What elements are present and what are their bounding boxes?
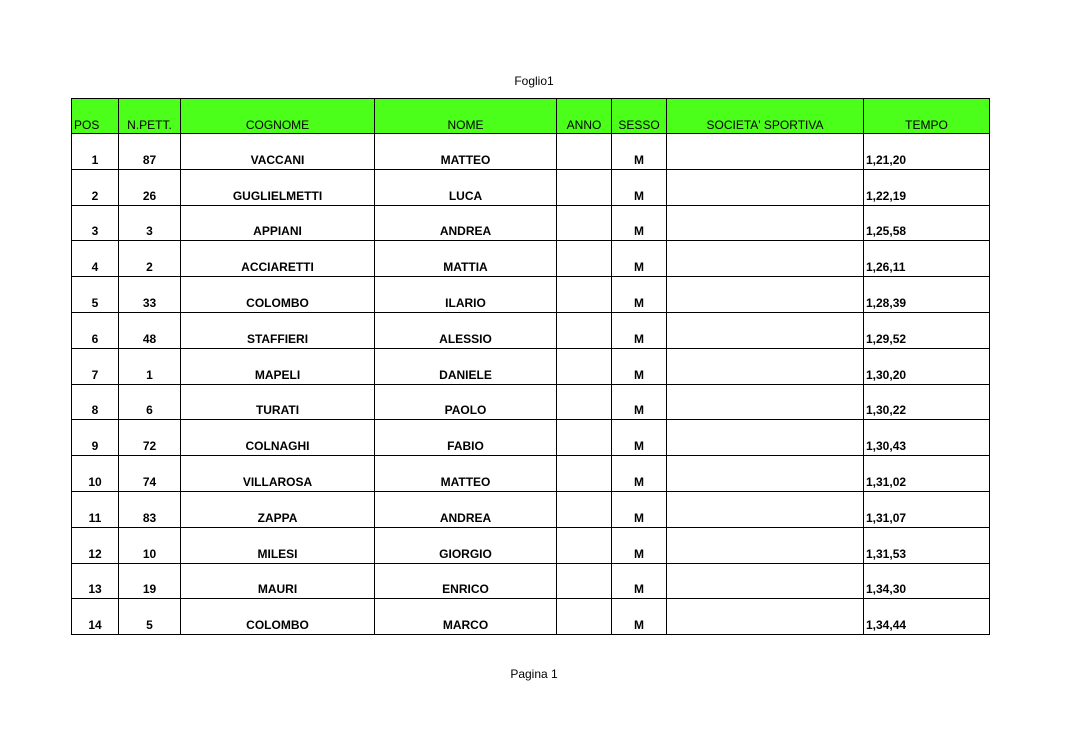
header-sesso: SESSO: [612, 99, 667, 134]
cell-cognome: COLNAGHI: [181, 420, 375, 456]
cell-nome: ANDREA: [375, 205, 557, 241]
cell-sesso: M: [612, 599, 667, 635]
results-table: [71, 98, 990, 635]
table-row: [72, 491, 990, 527]
cell-npett: 6: [119, 384, 181, 420]
cell-pos: 12: [72, 527, 119, 563]
table-row: [72, 205, 990, 241]
table-row: [72, 312, 990, 348]
cell-nome: ALESSIO: [375, 312, 557, 348]
cell-societa: [667, 456, 864, 492]
cell-anno: [557, 134, 612, 170]
cell-sesso: M: [612, 205, 667, 241]
cell-pos: 4: [72, 241, 119, 277]
cell-nome: ANDREA: [375, 491, 557, 527]
table-row: [72, 134, 990, 170]
cell-anno: [557, 384, 612, 420]
cell-sesso: M: [612, 277, 667, 313]
cell-npett: 74: [119, 456, 181, 492]
cell-npett: 5: [119, 599, 181, 635]
cell-sesso: M: [612, 456, 667, 492]
cell-tempo: 1,25,58: [864, 205, 990, 241]
cell-cognome: MAPELI: [181, 348, 375, 384]
cell-societa: [667, 384, 864, 420]
cell-nome: DANIELE: [375, 348, 557, 384]
cell-npett: 72: [119, 420, 181, 456]
cell-sesso: M: [612, 420, 667, 456]
cell-societa: [667, 491, 864, 527]
table-row: [72, 420, 990, 456]
header-nome: NOME: [375, 99, 557, 134]
cell-societa: [667, 348, 864, 384]
table-row: [72, 527, 990, 563]
header-societa: SOCIETA' SPORTIVA: [667, 99, 864, 134]
cell-societa: [667, 599, 864, 635]
table-row: [72, 384, 990, 420]
cell-sesso: M: [612, 348, 667, 384]
cell-pos: 6: [72, 312, 119, 348]
cell-anno: [557, 241, 612, 277]
cell-anno: [557, 491, 612, 527]
cell-sesso: M: [612, 563, 667, 599]
cell-anno: [557, 205, 612, 241]
cell-tempo: 1,26,11: [864, 241, 990, 277]
cell-anno: [557, 563, 612, 599]
cell-cognome: STAFFIERI: [181, 312, 375, 348]
cell-tempo: 1,30,22: [864, 384, 990, 420]
cell-tempo: 1,30,20: [864, 348, 990, 384]
cell-cognome: ZAPPA: [181, 491, 375, 527]
cell-sesso: M: [612, 241, 667, 277]
cell-npett: 19: [119, 563, 181, 599]
cell-societa: [667, 205, 864, 241]
cell-pos: 8: [72, 384, 119, 420]
cell-pos: 13: [72, 563, 119, 599]
cell-npett: 3: [119, 205, 181, 241]
cell-sesso: M: [612, 527, 667, 563]
cell-societa: [667, 241, 864, 277]
cell-tempo: 1,29,52: [864, 312, 990, 348]
cell-cognome: MAURI: [181, 563, 375, 599]
cell-anno: [557, 527, 612, 563]
cell-pos: 11: [72, 491, 119, 527]
table-row: [72, 599, 990, 635]
cell-npett: 33: [119, 277, 181, 313]
cell-tempo: 1,28,39: [864, 277, 990, 313]
cell-anno: [557, 348, 612, 384]
cell-sesso: M: [612, 134, 667, 170]
header-npett: N.PETT.: [119, 99, 181, 134]
cell-cognome: VACCANI: [181, 134, 375, 170]
cell-pos: 9: [72, 420, 119, 456]
cell-pos: 7: [72, 348, 119, 384]
cell-anno: [557, 420, 612, 456]
cell-cognome: GUGLIELMETTI: [181, 169, 375, 205]
cell-pos: 14: [72, 599, 119, 635]
cell-cognome: COLOMBO: [181, 277, 375, 313]
table-row: [72, 456, 990, 492]
cell-cognome: VILLAROSA: [181, 456, 375, 492]
cell-nome: ILARIO: [375, 277, 557, 313]
cell-pos: 1: [72, 134, 119, 170]
cell-societa: [667, 277, 864, 313]
cell-tempo: 1,31,07: [864, 491, 990, 527]
cell-cognome: COLOMBO: [181, 599, 375, 635]
cell-nome: MATTEO: [375, 134, 557, 170]
table-row: [72, 348, 990, 384]
header-cognome: COGNOME: [181, 99, 375, 134]
cell-npett: 2: [119, 241, 181, 277]
page-footer: Pagina 1: [510, 667, 558, 681]
cell-societa: [667, 169, 864, 205]
cell-cognome: APPIANI: [181, 205, 375, 241]
results-body: [72, 134, 990, 635]
cell-nome: GIORGIO: [375, 527, 557, 563]
cell-tempo: 1,31,02: [864, 456, 990, 492]
sheet-title: Foglio1: [514, 74, 554, 88]
cell-societa: [667, 563, 864, 599]
header-row: [72, 99, 990, 134]
cell-anno: [557, 277, 612, 313]
table-row: [72, 563, 990, 599]
cell-pos: 10: [72, 456, 119, 492]
cell-cognome: ACCIARETTI: [181, 241, 375, 277]
header-pos: POS: [72, 99, 119, 134]
cell-npett: 48: [119, 312, 181, 348]
table-row: [72, 277, 990, 313]
cell-tempo: 1,21,20: [864, 134, 990, 170]
cell-societa: [667, 420, 864, 456]
header-tempo: TEMPO: [864, 99, 990, 134]
cell-nome: MATTEO: [375, 456, 557, 492]
cell-tempo: 1,34,44: [864, 599, 990, 635]
cell-nome: FABIO: [375, 420, 557, 456]
cell-npett: 26: [119, 169, 181, 205]
cell-tempo: 1,30,43: [864, 420, 990, 456]
cell-npett: 83: [119, 491, 181, 527]
header-anno: ANNO: [557, 99, 612, 134]
cell-tempo: 1,22,19: [864, 169, 990, 205]
cell-pos: 3: [72, 205, 119, 241]
cell-societa: [667, 134, 864, 170]
cell-nome: MATTIA: [375, 241, 557, 277]
cell-nome: ENRICO: [375, 563, 557, 599]
cell-pos: 2: [72, 169, 119, 205]
cell-cognome: TURATI: [181, 384, 375, 420]
cell-societa: [667, 312, 864, 348]
cell-nome: MARCO: [375, 599, 557, 635]
cell-anno: [557, 599, 612, 635]
cell-anno: [557, 169, 612, 205]
cell-sesso: M: [612, 384, 667, 420]
table-row: [72, 169, 990, 205]
cell-societa: [667, 527, 864, 563]
cell-anno: [557, 312, 612, 348]
table-row: [72, 241, 990, 277]
cell-sesso: M: [612, 169, 667, 205]
cell-npett: 87: [119, 134, 181, 170]
cell-tempo: 1,34,30: [864, 563, 990, 599]
cell-anno: [557, 456, 612, 492]
cell-nome: PAOLO: [375, 384, 557, 420]
cell-npett: 10: [119, 527, 181, 563]
cell-tempo: 1,31,53: [864, 527, 990, 563]
cell-sesso: M: [612, 312, 667, 348]
cell-nome: LUCA: [375, 169, 557, 205]
cell-cognome: MILESI: [181, 527, 375, 563]
cell-npett: 1: [119, 348, 181, 384]
cell-pos: 5: [72, 277, 119, 313]
cell-sesso: M: [612, 491, 667, 527]
